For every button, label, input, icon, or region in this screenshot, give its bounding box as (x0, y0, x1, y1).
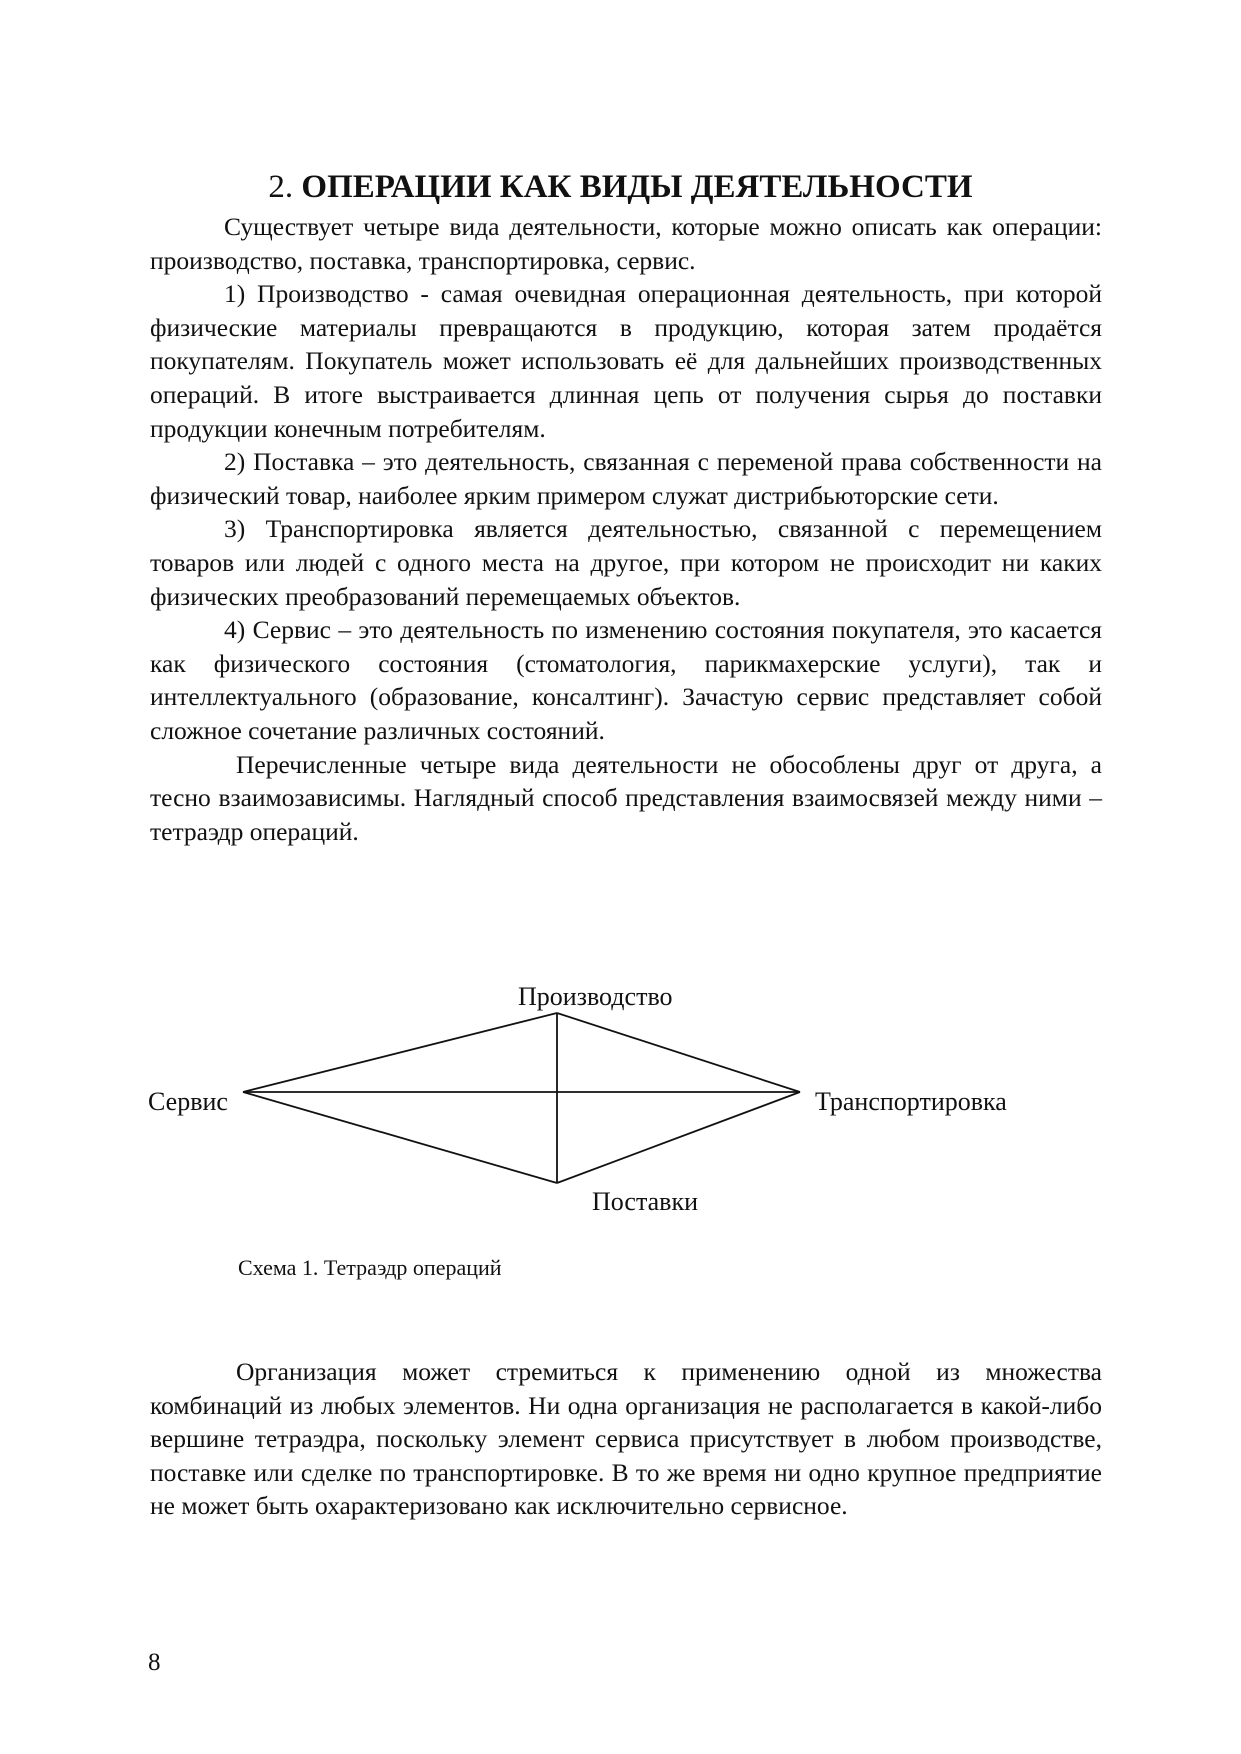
paragraph-supply: 2) Поставка – это деятельность, связанная с переменой права собственности на физический товар, наиболее ярким примером служат дистрибьюторские сети. (150, 447, 1102, 510)
paragraph-transport: 3) Транспортировка является деятельностью, связанной с перемещением товаров или людей с одного места на другое, при котором не происходит ни каких физических преобразований перемещаемых объектов. (150, 514, 1102, 611)
paragraph-summary: Перечисленные четыре вида деятельности не обособлены друг от друга, а тесно взаимозависимы. Наглядный способ представления взаимосвязей между ними – тетраэдр операций. (150, 749, 1102, 846)
section-heading (0, 167, 1241, 207)
section-title: ОПЕРАЦИИ КАК ВИДЫ ДЕЯТЕЛЬНОСТИ (301, 169, 973, 206)
label-transport: Транспортировка (815, 1087, 1007, 1116)
main-text (150, 210, 1102, 848)
label-service: Сервис (148, 1087, 228, 1116)
edge-service-production (243, 1013, 557, 1092)
closing-text (150, 1355, 1102, 1523)
edge-transport-supply (557, 1092, 800, 1183)
label-supply: Поставки (592, 1187, 699, 1216)
paragraph-intro: Существует четыре вида деятельности, которые можно описать как операции: производство, поставка, транспортировка, сервис. (150, 212, 1102, 275)
paragraph-production: 1) Производство - самая очевидная операционная деятельность, при которой физические материалы превращаются в продукцию, которая затем продаётся покупателям. Покупатель может использовать её для дальнейших производственных операций. В итоге выстраивается длинная цепь от получения сырья до поставки продукции конечным потребителям. (150, 279, 1102, 443)
diagram-caption: Схема 1. Тетраэдр операций (238, 1255, 502, 1280)
paragraph-service: 4) Сервис – это деятельность по изменению состояния покупателя, это касается как физического состояния (стоматология, парикмахерские услуги), так и интеллектуального (образование, консалтинг). Зачастую сервис представляет собой сложное сочетание различных состояний. (150, 615, 1102, 745)
edge-supply-service (243, 1092, 557, 1183)
section-number: 2. (268, 169, 302, 206)
page-number: 8 (148, 1649, 161, 1676)
edge-production-transport (557, 1013, 800, 1092)
label-production: Производство (518, 982, 673, 1011)
paragraph-closing: Организация может стремиться к применению одной из множества комбинаций из любых элементов. Ни одна организация не располагается в какой-либо вершине тетраэдра, поскольку элемент сервиса присутствует в любом производстве, поставке или сделке по транспортировке. В то же время ни одно крупное предприятие не может быть охарактеризовано как исключительно сервисное. (150, 1357, 1102, 1521)
